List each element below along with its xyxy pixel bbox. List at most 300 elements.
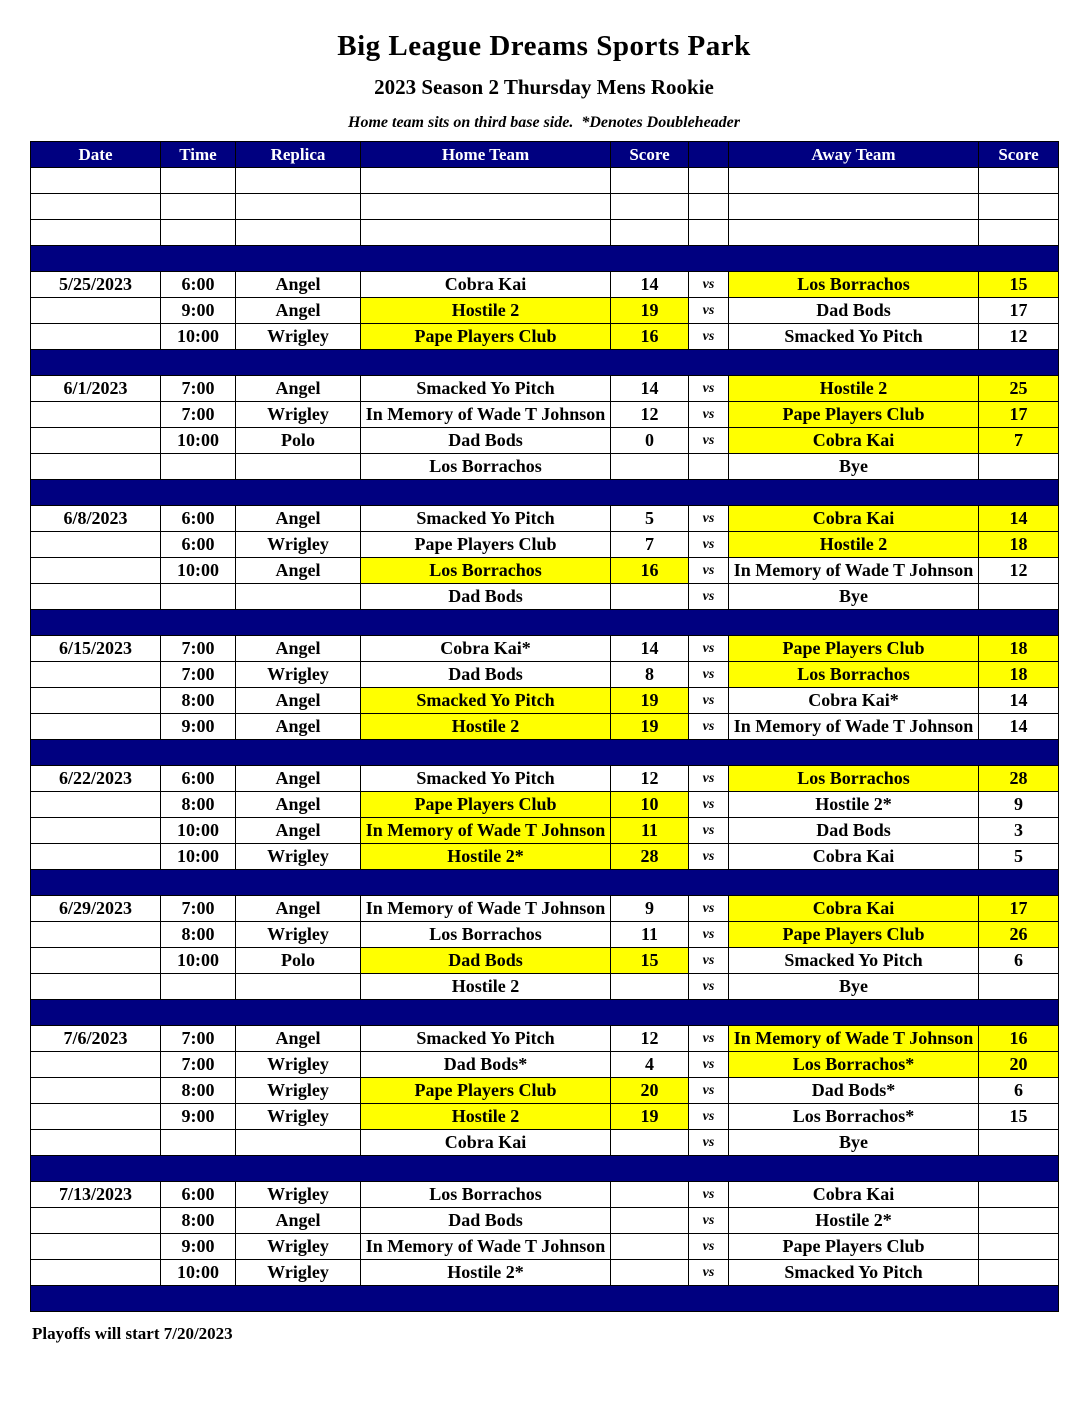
- cell-home-team: In Memory of Wade T Johnson: [361, 402, 611, 428]
- cell-replica: Wrigley: [236, 324, 361, 350]
- cell-vs: vs: [689, 324, 729, 350]
- cell-time: 6:00: [161, 272, 236, 298]
- cell-date: 7/13/2023: [31, 1182, 161, 1208]
- game-row: [31, 454, 1059, 480]
- cell-time: 8:00: [161, 792, 236, 818]
- cell-away-team: Pape Players Club: [729, 1234, 979, 1260]
- cell-time: 7:00: [161, 636, 236, 662]
- cell-time: 10:00: [161, 818, 236, 844]
- separator-row: [31, 350, 1059, 376]
- header-date-0: Date: [31, 142, 161, 168]
- cell-away-score: 6: [979, 948, 1059, 974]
- cell-time: 10:00: [161, 324, 236, 350]
- game-row: [31, 1234, 1059, 1260]
- cell-replica: Angel: [236, 506, 361, 532]
- cell-home-score: 0: [611, 428, 689, 454]
- game-row: [31, 298, 1059, 324]
- header-vs-spacer: [689, 142, 729, 168]
- cell-time: [161, 584, 236, 610]
- cell-replica: Wrigley: [236, 1182, 361, 1208]
- cell-date: 6/8/2023: [31, 506, 161, 532]
- blank-row: [31, 220, 1059, 246]
- header-replica-2: Replica: [236, 142, 361, 168]
- blank-cell: [31, 194, 161, 220]
- cell-date: [31, 454, 161, 480]
- cell-home-team: Dad Bods: [361, 1208, 611, 1234]
- cell-time: 7:00: [161, 1052, 236, 1078]
- cell-time: 6:00: [161, 506, 236, 532]
- cell-replica: Angel: [236, 298, 361, 324]
- separator-band: [31, 1286, 1059, 1312]
- cell-away-score: 14: [979, 688, 1059, 714]
- cell-home-score: 11: [611, 922, 689, 948]
- separator-row: [31, 1156, 1059, 1182]
- cell-home-team: Los Borrachos: [361, 922, 611, 948]
- blank-cell: [236, 194, 361, 220]
- cell-away-team: Bye: [729, 1130, 979, 1156]
- separator-row: [31, 480, 1059, 506]
- cell-time: 9:00: [161, 298, 236, 324]
- cell-replica: Angel: [236, 766, 361, 792]
- cell-vs: vs: [689, 532, 729, 558]
- cell-home-team: Los Borrachos: [361, 558, 611, 584]
- cell-home-score: [611, 974, 689, 1000]
- page-note: Home team sits on third base side. *Denotes Doubleheader: [348, 114, 740, 131]
- cell-home-team: In Memory of Wade T Johnson: [361, 818, 611, 844]
- game-row: [31, 402, 1059, 428]
- cell-home-team: Hostile 2: [361, 298, 611, 324]
- cell-away-team: Cobra Kai: [729, 844, 979, 870]
- cell-away-team: Pape Players Club: [729, 922, 979, 948]
- blank-cell: [689, 168, 729, 194]
- cell-date: [31, 818, 161, 844]
- cell-vs: vs: [689, 1234, 729, 1260]
- cell-date: [31, 402, 161, 428]
- cell-home-team: Pape Players Club: [361, 532, 611, 558]
- cell-date: [31, 1208, 161, 1234]
- cell-time: 10:00: [161, 948, 236, 974]
- cell-away-team: In Memory of Wade T Johnson: [729, 714, 979, 740]
- cell-home-score: 15: [611, 948, 689, 974]
- cell-home-team: Hostile 2: [361, 714, 611, 740]
- cell-date: 6/15/2023: [31, 636, 161, 662]
- cell-replica: Angel: [236, 714, 361, 740]
- cell-vs: vs: [689, 1104, 729, 1130]
- cell-date: [31, 844, 161, 870]
- cell-vs: vs: [689, 1182, 729, 1208]
- blank-cell: [979, 168, 1059, 194]
- cell-home-team: Cobra Kai*: [361, 636, 611, 662]
- cell-away-team: Smacked Yo Pitch: [729, 1260, 979, 1286]
- cell-replica: Angel: [236, 688, 361, 714]
- cell-date: 6/29/2023: [31, 896, 161, 922]
- separator-row: [31, 610, 1059, 636]
- header-score-7: Score: [979, 142, 1059, 168]
- cell-vs: vs: [689, 272, 729, 298]
- cell-away-score: [979, 1260, 1059, 1286]
- cell-away-score: 25: [979, 376, 1059, 402]
- cell-away-team: Hostile 2: [729, 376, 979, 402]
- cell-time: 7:00: [161, 376, 236, 402]
- cell-vs: vs: [689, 1078, 729, 1104]
- cell-away-team: Pape Players Club: [729, 636, 979, 662]
- separator-band: [31, 350, 1059, 376]
- cell-date: [31, 1078, 161, 1104]
- cell-away-score: [979, 1234, 1059, 1260]
- cell-away-score: 18: [979, 532, 1059, 558]
- cell-away-score: 12: [979, 558, 1059, 584]
- cell-home-score: 9: [611, 896, 689, 922]
- cell-home-score: [611, 1260, 689, 1286]
- header-time-1: Time: [161, 142, 236, 168]
- blank-cell: [161, 194, 236, 220]
- cell-date: 6/22/2023: [31, 766, 161, 792]
- cell-home-team: Hostile 2*: [361, 844, 611, 870]
- cell-away-team: Bye: [729, 974, 979, 1000]
- cell-home-score: 12: [611, 402, 689, 428]
- cell-replica: [236, 1130, 361, 1156]
- cell-vs: vs: [689, 844, 729, 870]
- separator-band: [31, 1156, 1059, 1182]
- cell-home-team: Pape Players Club: [361, 1078, 611, 1104]
- cell-home-team: Dad Bods: [361, 584, 611, 610]
- cell-home-team: Cobra Kai: [361, 1130, 611, 1156]
- cell-vs: vs: [689, 766, 729, 792]
- cell-time: 7:00: [161, 662, 236, 688]
- cell-away-score: 14: [979, 506, 1059, 532]
- blank-cell: [161, 168, 236, 194]
- cell-date: [31, 428, 161, 454]
- cell-replica: Wrigley: [236, 1234, 361, 1260]
- cell-away-score: 28: [979, 766, 1059, 792]
- cell-away-team: Los Borrachos: [729, 272, 979, 298]
- page-subtitle: 2023 Season 2 Thursday Mens Rookie: [374, 75, 714, 99]
- cell-home-team: Cobra Kai: [361, 272, 611, 298]
- blank-cell: [611, 194, 689, 220]
- cell-date: [31, 532, 161, 558]
- cell-time: 10:00: [161, 558, 236, 584]
- cell-away-score: [979, 1182, 1059, 1208]
- game-row: [31, 428, 1059, 454]
- cell-away-score: 5: [979, 844, 1059, 870]
- cell-date: 6/1/2023: [31, 376, 161, 402]
- cell-time: [161, 454, 236, 480]
- cell-home-score: 11: [611, 818, 689, 844]
- game-row: [31, 818, 1059, 844]
- game-row: [31, 272, 1059, 298]
- cell-away-team: Los Borrachos*: [729, 1052, 979, 1078]
- separator-row: [31, 1286, 1059, 1312]
- cell-home-team: In Memory of Wade T Johnson: [361, 896, 611, 922]
- cell-vs: [689, 454, 729, 480]
- cell-vs: vs: [689, 506, 729, 532]
- cell-replica: Angel: [236, 272, 361, 298]
- cell-replica: Polo: [236, 428, 361, 454]
- cell-replica: Angel: [236, 818, 361, 844]
- blank-cell: [236, 220, 361, 246]
- blank-cell: [729, 194, 979, 220]
- cell-home-score: 8: [611, 662, 689, 688]
- game-row: [31, 1182, 1059, 1208]
- cell-home-score: 14: [611, 636, 689, 662]
- cell-away-score: 26: [979, 922, 1059, 948]
- cell-time: 8:00: [161, 1208, 236, 1234]
- blank-cell: [729, 168, 979, 194]
- cell-home-team: Smacked Yo Pitch: [361, 1026, 611, 1052]
- cell-home-score: 12: [611, 1026, 689, 1052]
- game-row: [31, 1052, 1059, 1078]
- header-home-team-3: Home Team: [361, 142, 611, 168]
- blank-cell: [361, 168, 611, 194]
- game-row: [31, 324, 1059, 350]
- page-title: Big League Dreams Sports Park: [337, 30, 751, 62]
- game-row: [31, 792, 1059, 818]
- cell-away-score: [979, 584, 1059, 610]
- cell-time: 8:00: [161, 688, 236, 714]
- separator-band: [31, 246, 1059, 272]
- blank-cell: [31, 168, 161, 194]
- cell-date: [31, 1052, 161, 1078]
- cell-away-score: 17: [979, 896, 1059, 922]
- cell-away-team: Cobra Kai: [729, 1182, 979, 1208]
- cell-away-team: Hostile 2*: [729, 792, 979, 818]
- cell-date: [31, 1260, 161, 1286]
- cell-time: [161, 1130, 236, 1156]
- cell-date: [31, 298, 161, 324]
- blank-row: [31, 168, 1059, 194]
- schedule-table: [30, 141, 1059, 1312]
- cell-away-score: [979, 1130, 1059, 1156]
- cell-home-team: Pape Players Club: [361, 792, 611, 818]
- game-row: [31, 636, 1059, 662]
- cell-replica: Wrigley: [236, 844, 361, 870]
- cell-home-team: Hostile 2: [361, 1104, 611, 1130]
- cell-time: 10:00: [161, 1260, 236, 1286]
- cell-vs: vs: [689, 948, 729, 974]
- header-away-team-6: Away Team: [729, 142, 979, 168]
- cell-vs: vs: [689, 376, 729, 402]
- cell-replica: Wrigley: [236, 402, 361, 428]
- cell-home-score: 19: [611, 1104, 689, 1130]
- cell-away-score: 18: [979, 662, 1059, 688]
- cell-away-team: Bye: [729, 454, 979, 480]
- game-row: [31, 506, 1059, 532]
- cell-home-team: Smacked Yo Pitch: [361, 688, 611, 714]
- separator-row: [31, 246, 1059, 272]
- cell-home-score: 16: [611, 558, 689, 584]
- cell-replica: [236, 454, 361, 480]
- cell-vs: vs: [689, 896, 729, 922]
- cell-vs: vs: [689, 1208, 729, 1234]
- cell-vs: vs: [689, 402, 729, 428]
- cell-home-score: [611, 1130, 689, 1156]
- cell-away-score: 16: [979, 1026, 1059, 1052]
- cell-home-score: 4: [611, 1052, 689, 1078]
- cell-away-team: Smacked Yo Pitch: [729, 948, 979, 974]
- cell-home-team: Smacked Yo Pitch: [361, 766, 611, 792]
- cell-home-team: Dad Bods*: [361, 1052, 611, 1078]
- cell-replica: Angel: [236, 792, 361, 818]
- cell-vs: vs: [689, 298, 729, 324]
- cell-away-score: 14: [979, 714, 1059, 740]
- cell-time: 6:00: [161, 1182, 236, 1208]
- cell-home-score: [611, 1234, 689, 1260]
- cell-replica: Wrigley: [236, 532, 361, 558]
- cell-date: [31, 584, 161, 610]
- cell-home-team: Dad Bods: [361, 428, 611, 454]
- cell-away-team: Smacked Yo Pitch: [729, 324, 979, 350]
- cell-time: 10:00: [161, 428, 236, 454]
- cell-time: 7:00: [161, 402, 236, 428]
- game-row: [31, 1208, 1059, 1234]
- cell-away-team: In Memory of Wade T Johnson: [729, 558, 979, 584]
- cell-home-team: Smacked Yo Pitch: [361, 506, 611, 532]
- cell-replica: Wrigley: [236, 922, 361, 948]
- cell-away-team: Hostile 2: [729, 532, 979, 558]
- cell-vs: vs: [689, 922, 729, 948]
- game-row: [31, 844, 1059, 870]
- cell-away-score: 9: [979, 792, 1059, 818]
- blank-cell: [611, 168, 689, 194]
- cell-home-score: 12: [611, 766, 689, 792]
- cell-home-score: 20: [611, 1078, 689, 1104]
- separator-row: [31, 870, 1059, 896]
- cell-home-score: [611, 584, 689, 610]
- cell-replica: Wrigley: [236, 1104, 361, 1130]
- separator-band: [31, 480, 1059, 506]
- cell-away-score: 17: [979, 402, 1059, 428]
- cell-replica: Angel: [236, 1208, 361, 1234]
- cell-away-team: Los Borrachos: [729, 766, 979, 792]
- cell-home-score: 19: [611, 298, 689, 324]
- blank-cell: [979, 194, 1059, 220]
- blank-cell: [31, 220, 161, 246]
- blank-cell: [361, 220, 611, 246]
- cell-time: 9:00: [161, 1104, 236, 1130]
- cell-home-score: 16: [611, 324, 689, 350]
- cell-replica: Angel: [236, 1026, 361, 1052]
- cell-vs: vs: [689, 1026, 729, 1052]
- cell-time: 9:00: [161, 714, 236, 740]
- cell-away-team: Dad Bods: [729, 818, 979, 844]
- game-row: [31, 558, 1059, 584]
- cell-away-score: [979, 454, 1059, 480]
- game-row: [31, 584, 1059, 610]
- cell-home-score: [611, 454, 689, 480]
- cell-vs: vs: [689, 714, 729, 740]
- game-row: [31, 688, 1059, 714]
- cell-home-team: In Memory of Wade T Johnson: [361, 1234, 611, 1260]
- blank-cell: [611, 220, 689, 246]
- cell-away-team: Cobra Kai: [729, 428, 979, 454]
- cell-date: [31, 948, 161, 974]
- cell-home-score: 19: [611, 688, 689, 714]
- cell-date: 5/25/2023: [31, 272, 161, 298]
- blank-cell: [236, 168, 361, 194]
- cell-away-team: Cobra Kai: [729, 896, 979, 922]
- cell-home-team: Dad Bods: [361, 948, 611, 974]
- cell-time: [161, 974, 236, 1000]
- cell-away-team: Hostile 2*: [729, 1208, 979, 1234]
- cell-date: [31, 688, 161, 714]
- separator-band: [31, 870, 1059, 896]
- cell-replica: Wrigley: [236, 1052, 361, 1078]
- header-row: [31, 142, 1059, 168]
- cell-away-score: 18: [979, 636, 1059, 662]
- cell-replica: Angel: [236, 896, 361, 922]
- blank-cell: [729, 220, 979, 246]
- game-row: [31, 896, 1059, 922]
- separator-row: [31, 740, 1059, 766]
- cell-vs: vs: [689, 428, 729, 454]
- cell-away-score: 6: [979, 1078, 1059, 1104]
- cell-away-team: Los Borrachos*: [729, 1104, 979, 1130]
- cell-replica: Angel: [236, 376, 361, 402]
- cell-away-score: [979, 1208, 1059, 1234]
- cell-vs: vs: [689, 818, 729, 844]
- cell-replica: Wrigley: [236, 1078, 361, 1104]
- blank-cell: [689, 194, 729, 220]
- cell-away-team: Dad Bods: [729, 298, 979, 324]
- cell-date: [31, 922, 161, 948]
- game-row: [31, 662, 1059, 688]
- cell-vs: vs: [689, 662, 729, 688]
- cell-home-team: Dad Bods: [361, 662, 611, 688]
- cell-home-team: Pape Players Club: [361, 324, 611, 350]
- cell-date: [31, 974, 161, 1000]
- blank-cell: [161, 220, 236, 246]
- cell-away-team: Bye: [729, 584, 979, 610]
- cell-time: 6:00: [161, 532, 236, 558]
- cell-away-score: 12: [979, 324, 1059, 350]
- cell-away-score: 15: [979, 272, 1059, 298]
- cell-away-team: Pape Players Club: [729, 402, 979, 428]
- cell-away-score: 17: [979, 298, 1059, 324]
- cell-date: [31, 792, 161, 818]
- cell-time: 10:00: [161, 844, 236, 870]
- cell-time: 7:00: [161, 896, 236, 922]
- cell-home-team: Los Borrachos: [361, 1182, 611, 1208]
- cell-vs: vs: [689, 974, 729, 1000]
- cell-vs: vs: [689, 636, 729, 662]
- cell-time: 8:00: [161, 1078, 236, 1104]
- cell-replica: [236, 584, 361, 610]
- cell-away-score: 7: [979, 428, 1059, 454]
- cell-date: 7/6/2023: [31, 1026, 161, 1052]
- separator-band: [31, 610, 1059, 636]
- cell-away-score: [979, 974, 1059, 1000]
- game-row: [31, 1104, 1059, 1130]
- cell-date: [31, 714, 161, 740]
- game-row: [31, 1078, 1059, 1104]
- cell-home-score: 19: [611, 714, 689, 740]
- cell-time: 7:00: [161, 1026, 236, 1052]
- game-row: [31, 1130, 1059, 1156]
- header-score-4: Score: [611, 142, 689, 168]
- game-row: [31, 532, 1059, 558]
- cell-home-team: Los Borrachos: [361, 454, 611, 480]
- game-row: [31, 376, 1059, 402]
- blank-cell: [361, 194, 611, 220]
- cell-replica: Angel: [236, 636, 361, 662]
- cell-away-team: Dad Bods*: [729, 1078, 979, 1104]
- cell-date: [31, 558, 161, 584]
- cell-vs: vs: [689, 688, 729, 714]
- cell-home-score: 7: [611, 532, 689, 558]
- game-row: [31, 922, 1059, 948]
- separator-row: [31, 1000, 1059, 1026]
- game-row: [31, 974, 1059, 1000]
